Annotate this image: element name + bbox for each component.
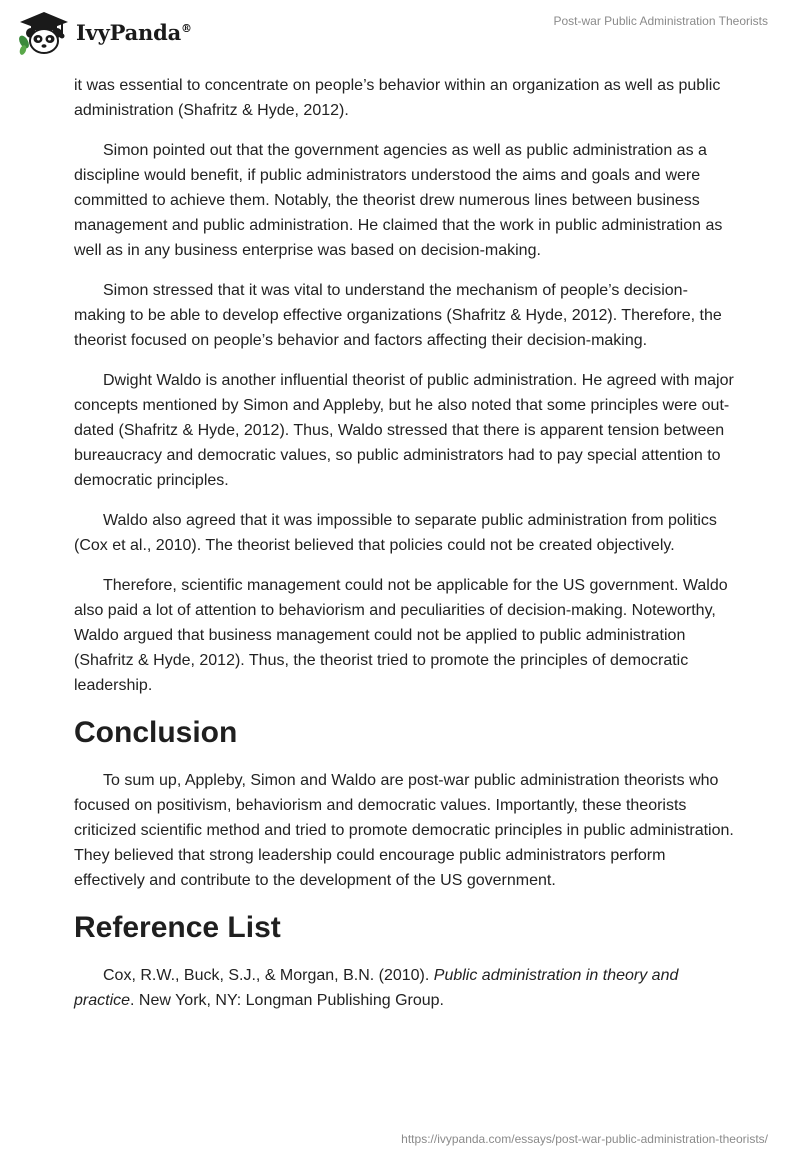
document-title: Post-war Public Administration Theorists [553, 14, 768, 28]
panda-graduate-icon [14, 8, 72, 56]
reference-entry [74, 963, 734, 1013]
brand-name: IvyPanda® [76, 19, 192, 45]
conclusion-paragraph: To sum up, Appleby, Simon and Waldo are post-war public administration theorists who focused on positivism, behaviorism and democratic values. Importantly, these theorists criticized scientific method and tried to promote democratic principles in public administration. They believed that strong leadership could encourage public administrators perform effectively and contribute to the development of the US government. [74, 772, 734, 889]
paragraph: Waldo also agreed that it was impossible to separate public administration from politics (Cox et al., 2010). The theorist believed that policies could not be created objectively. [74, 512, 717, 554]
reference-title: Public administration in theory and practice [74, 967, 679, 1009]
paragraph: Simon stressed that it was vital to understand the mechanism of people’s decision-making to be able to develop effective organizations (Shafritz & Hyde, 2012). Therefore, the theorist focused on people’s behavior and factors affecting their decision-making. [74, 282, 722, 349]
reference-publisher: . New York, NY: Longman Publishing Group. [130, 992, 444, 1009]
paragraph: Therefore, scientific management could not be applicable for the US government. Waldo also paid a lot of attention to behaviorism and peculiarities of decision-making. Noteworthy, Waldo argued that business management could not be applied to public administration (Shafritz & Hyde, 2012). Thus, the theorist tried to promote the principles of democratic leadership. [74, 577, 728, 694]
ivypanda-logo[interactable] [14, 8, 192, 56]
paragraph-continued: it was essential to concentrate on people’s behavior within an organization as well as public administration (Shafritz & Hyde, 2012). [74, 77, 721, 119]
conclusion-heading: Conclusion [74, 716, 238, 749]
essay-content [74, 73, 734, 1028]
paragraph: Simon pointed out that the government agencies as well as public administration as a discipline would benefit, if public administrators understood the aims and goals and were committed to achieve them. Notably, the theorist drew numerous lines between business management and public administration. He claimed that the work in public administration as well as in any business enterprise was based on decision-making. [74, 142, 723, 259]
page-header [0, 0, 800, 70]
paragraph: Dwight Waldo is another influential theorist of public administration. He agreed with major concepts mentioned by Simon and Appleby, but he also noted that some principles were out-dated (Shafritz & Hyde, 2012). Thus, Waldo stressed that there is apparent tension between bureaucracy and democratic values, so public administrators had to pay special attention to democratic principles. [74, 372, 734, 489]
reference-authors: Cox, R.W., Buck, S.J., & Morgan, B.N. (2010). [103, 967, 434, 984]
source-url-link[interactable]: https://ivypanda.com/essays/post-war-public-administration-theorists/ [401, 1132, 768, 1146]
reference-list-heading: Reference List [74, 911, 281, 944]
